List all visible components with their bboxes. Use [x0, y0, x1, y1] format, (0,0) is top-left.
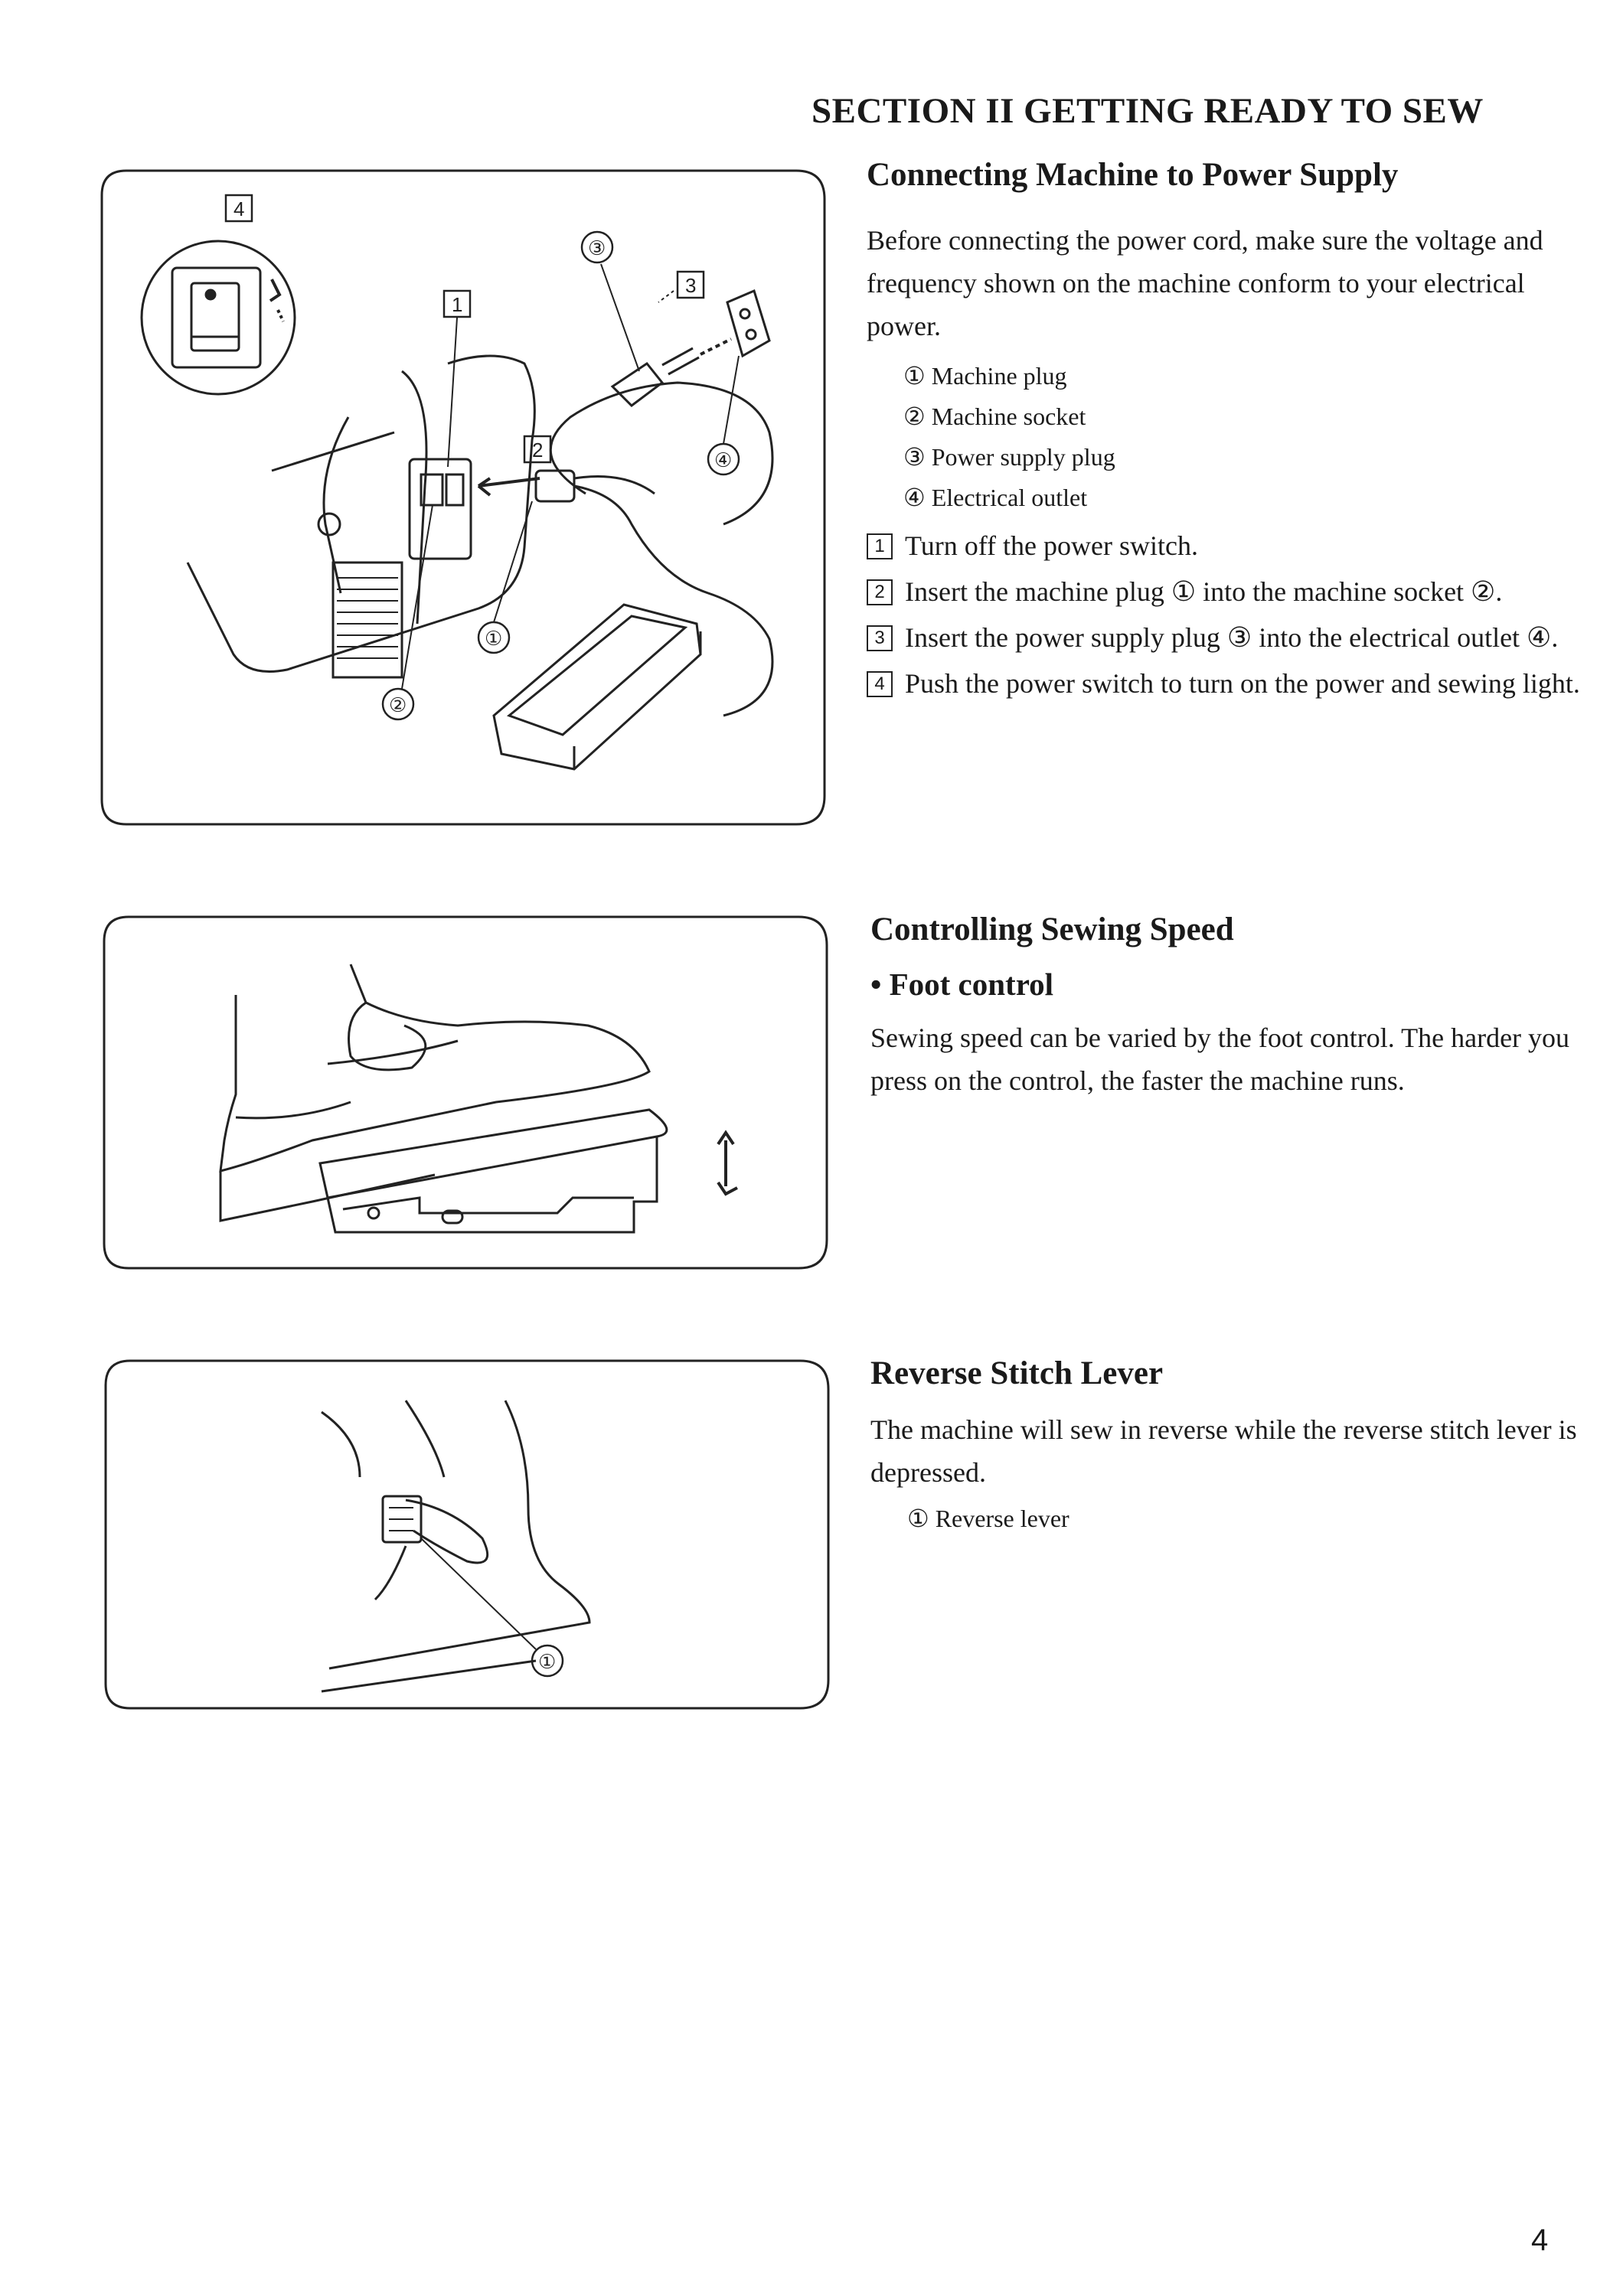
reverse-heading: Reverse Stitch Lever	[870, 1355, 1164, 1391]
power-parts-list	[903, 356, 1115, 518]
figure-label-b1: 1	[452, 293, 463, 316]
section-title: SECTION II GETTING READY TO SEW	[812, 91, 1484, 131]
power-intro: Before connecting the power cord, make sure the voltage and frequency shown on the machine conform to your electrical power.	[867, 225, 1543, 341]
speed-heading: Controlling Sewing Speed	[870, 912, 1234, 947]
reverse-body: The machine will sew in reverse while the reverse stitch lever is depressed.	[870, 1414, 1577, 1488]
figure-label-c3: ③	[588, 237, 606, 260]
step-number-box: 2	[867, 579, 893, 605]
step-1: 1 Turn off the power switch.	[867, 524, 1586, 567]
figure-label-b2: 2	[532, 439, 544, 461]
power-heading: Connecting Machine to Power Supply	[867, 157, 1399, 193]
foot-control-drawing	[494, 605, 700, 769]
step-number-box: 3	[867, 625, 893, 651]
reverse-lever-figure	[100, 1355, 834, 1714]
step-2: 2 Insert the machine plug ① into the machine socket ②.	[867, 570, 1586, 613]
part-machine-plug: ① Machine plug	[903, 361, 1067, 390]
part-reverse-lever: ① Reverse lever	[907, 1504, 1069, 1533]
foot-control-subheading: • Foot control	[870, 967, 1054, 1002]
step-number-box: 4	[867, 671, 893, 697]
figure-label-b3: 3	[685, 274, 697, 297]
reverse-parts-list	[907, 1499, 1069, 1539]
power-connection-figure	[96, 165, 831, 830]
pedal-drawing	[320, 1110, 667, 1198]
up-down-arrow-icon	[718, 1133, 737, 1194]
figure-label-c2: ②	[389, 694, 407, 717]
part-machine-socket: ② Machine socket	[903, 402, 1086, 431]
step-3: 3 Insert the power supply plug ③ into the electrical outlet ④.	[867, 616, 1586, 659]
figure-label-c4: ④	[714, 449, 733, 472]
step-number-box: 1	[867, 533, 893, 559]
figure-label-reverse-c1: ①	[538, 1651, 557, 1674]
switch-detail-circle	[142, 241, 295, 394]
page-number: 4	[1531, 2223, 1549, 2257]
part-electrical-outlet: ④ Electrical outlet	[903, 483, 1088, 512]
foot-control-figure	[98, 911, 833, 1274]
power-steps-list	[867, 524, 1586, 708]
figure-label-b4: 4	[233, 197, 245, 220]
step-4: 4 Push the power switch to turn on the power and sewing light.	[867, 662, 1586, 705]
speed-body: Sewing speed can be varied by the foot control. The harder you press on the control, the faster the machine runs.	[870, 1022, 1570, 1096]
machine-front-drawing	[329, 1401, 589, 1668]
shoe-drawing	[220, 964, 649, 1171]
part-power-supply-plug: ③ Power supply plug	[903, 442, 1115, 471]
figure-label-c1: ①	[485, 628, 503, 651]
